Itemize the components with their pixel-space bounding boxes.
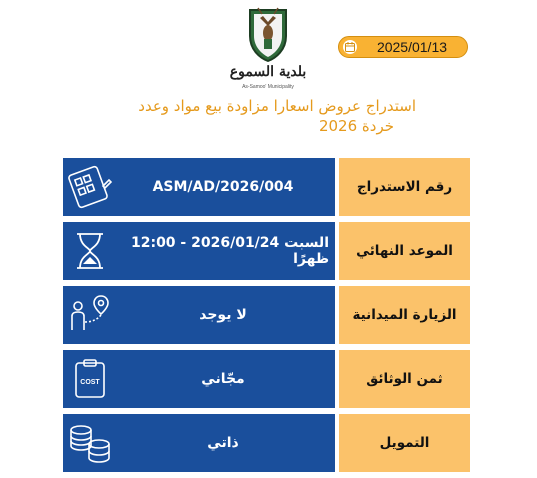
- title-line-2: خردة 2026: [318, 117, 394, 135]
- value-cell: [63, 414, 335, 472]
- coins-stack-icon: [67, 420, 113, 466]
- title-line-1: استدراج عروض اسعارا مزاودة بيع مواد وعدد: [138, 97, 416, 115]
- info-table: [63, 158, 470, 478]
- logo-arabic-text: بلدية السموع: [229, 64, 307, 80]
- page-title: [96, 96, 416, 136]
- logo-english-text: As-Samoo' Municipality: [242, 84, 294, 90]
- value-cell: [63, 158, 335, 216]
- rfq-number-label: رقم الاستدراج: [339, 158, 470, 216]
- forms-checklist-icon: [67, 164, 113, 210]
- rfq-number-value: ASM/AD/2026/004: [152, 179, 294, 195]
- site-visit-value: لا يوجد: [199, 307, 247, 323]
- calendar-icon: [343, 40, 357, 54]
- municipality-logo: [228, 6, 308, 92]
- table-row-document-price: [63, 350, 470, 408]
- site-visit-label: الزيارة الميدانية: [339, 286, 470, 344]
- svg-text:COST: COST: [80, 379, 100, 386]
- table-row-rfq-number: [63, 158, 470, 216]
- date-badge: [338, 36, 468, 58]
- cost-clipboard-icon: [67, 356, 113, 402]
- funding-value: ذاتي: [207, 435, 239, 451]
- table-row-funding: [63, 414, 470, 472]
- deadline-label: الموعد النهائي: [339, 222, 470, 280]
- table-row-deadline: [63, 222, 470, 280]
- table-row-site-visit: [63, 286, 470, 344]
- document-price-label: ثمن الوثائق: [339, 350, 470, 408]
- deadline-value: السبت 2026/01/24 - 12:00 ظهرًا: [130, 235, 329, 267]
- document-price-value: مجّاني: [201, 371, 245, 387]
- hourglass-icon: [67, 228, 113, 274]
- value-cell: [63, 222, 335, 280]
- funding-label: التمويل: [339, 414, 470, 472]
- value-cell: [63, 350, 335, 408]
- value-cell: [63, 286, 335, 344]
- shield-emblem-icon: [246, 6, 290, 62]
- person-location-icon: [67, 292, 113, 338]
- date-text: 2025/01/13: [376, 39, 448, 55]
